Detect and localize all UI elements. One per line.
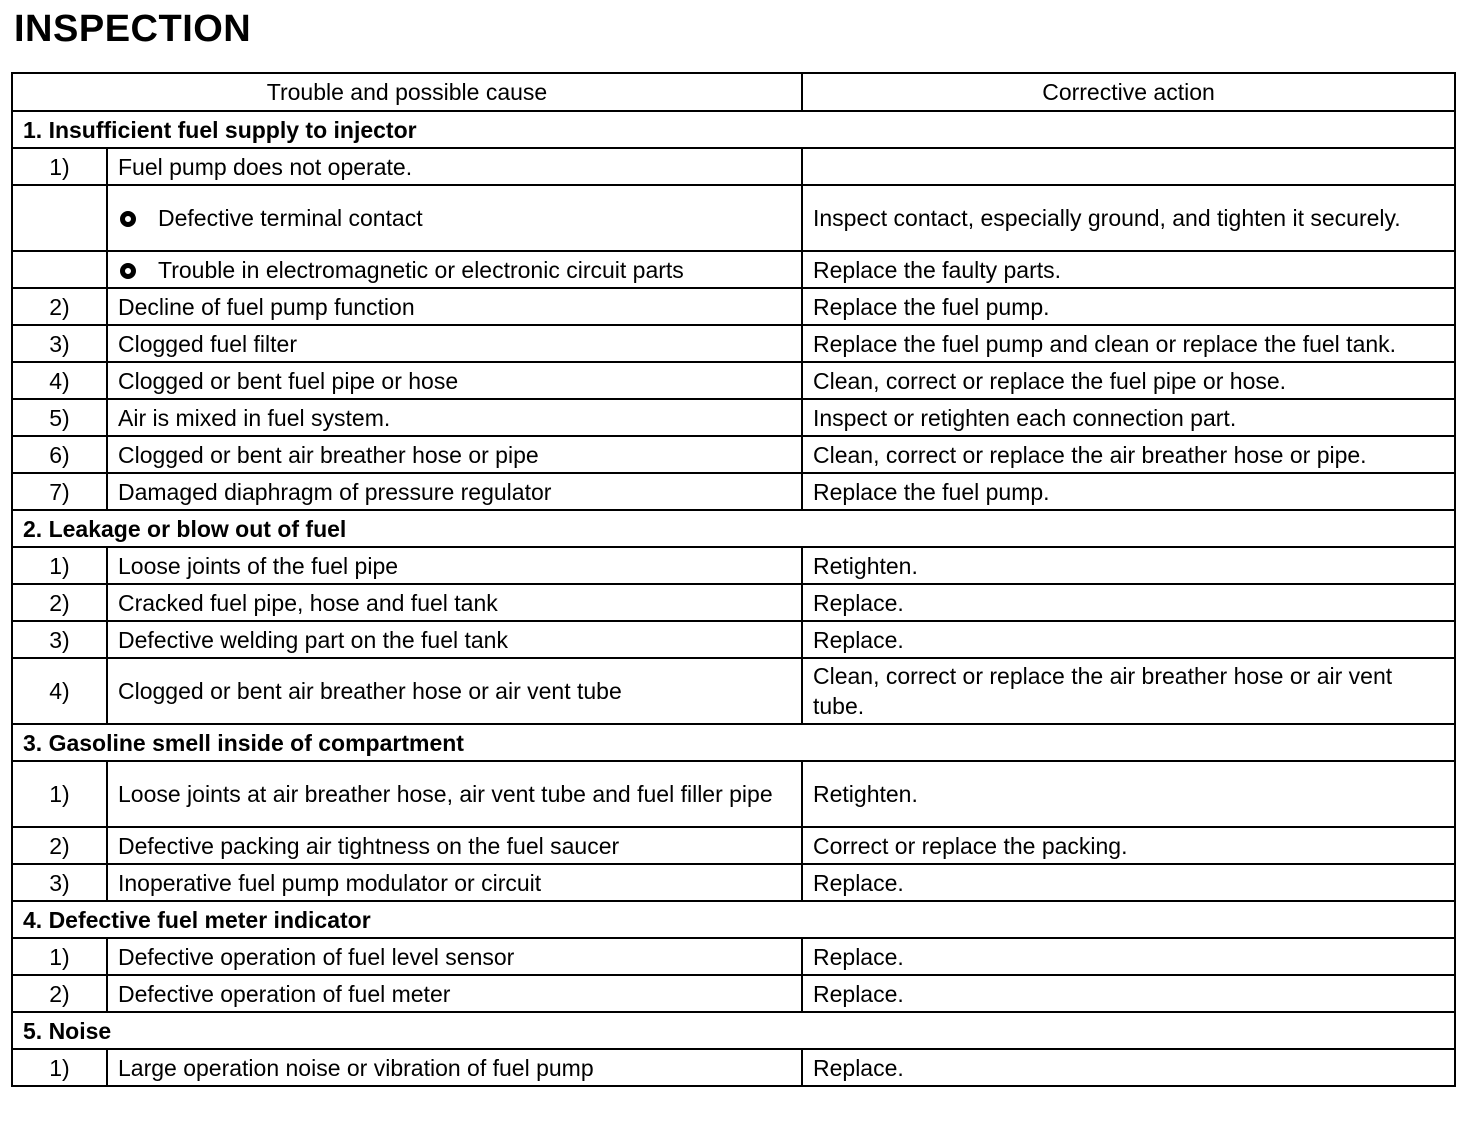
- table-row: [12, 185, 1455, 251]
- action-cell: Correct or replace the packing.: [802, 827, 1455, 864]
- cause-cell: [107, 288, 802, 325]
- row-number: 6): [12, 436, 107, 473]
- page-title: INSPECTION: [14, 8, 252, 50]
- table-row: [12, 473, 1455, 510]
- section-heading: 5. Noise: [12, 1012, 1455, 1049]
- table-row: [12, 288, 1455, 325]
- cause-cell: [107, 938, 802, 975]
- table-row: [12, 827, 1455, 864]
- action-cell: Inspect contact, especially ground, and tighten it securely.: [802, 185, 1455, 251]
- cause-cell: [107, 362, 802, 399]
- row-number: [12, 251, 107, 288]
- table-row: [12, 399, 1455, 436]
- circle-bullet-icon: [120, 211, 136, 227]
- table-row: [12, 325, 1455, 362]
- row-number: [12, 185, 107, 251]
- table-row: [12, 658, 1455, 724]
- cause-text: Clogged or bent fuel pipe or hose: [118, 367, 459, 394]
- cause-text: Clogged fuel filter: [118, 330, 297, 357]
- cause-cell: [107, 473, 802, 510]
- cause-cell: [107, 658, 802, 724]
- row-number: 2): [12, 584, 107, 621]
- row-number: 2): [12, 827, 107, 864]
- action-cell: Replace the fuel pump.: [802, 473, 1455, 510]
- row-number: 3): [12, 325, 107, 362]
- cause-cell: [107, 621, 802, 658]
- action-cell: Replace.: [802, 1049, 1455, 1086]
- table-header-row: [12, 73, 1455, 111]
- cause-text: Defective welding part on the fuel tank: [118, 626, 508, 653]
- row-number: 4): [12, 362, 107, 399]
- cause-cell: [107, 761, 802, 827]
- cause-text: Clogged or bent air breather hose or air vent tube: [118, 678, 622, 704]
- table-row: [12, 436, 1455, 473]
- action-cell: Replace.: [802, 584, 1455, 621]
- section-heading-row: [12, 510, 1455, 547]
- cause-cell: [107, 399, 802, 436]
- table-row: [12, 975, 1455, 1012]
- action-cell: Clean, correct or replace the air breather hose or air vent tube.: [802, 658, 1455, 724]
- action-cell: [802, 148, 1455, 185]
- cause-text: Defective operation of fuel meter: [118, 980, 451, 1007]
- inspection-table: [11, 72, 1456, 1087]
- cause-cell: [107, 436, 802, 473]
- cause-text: Defective packing air tightness on the fuel saucer: [118, 832, 620, 859]
- cause-text: Loose joints of the fuel pipe: [118, 552, 399, 579]
- row-number: 1): [12, 938, 107, 975]
- table-row: [12, 1049, 1455, 1086]
- row-number: 1): [12, 547, 107, 584]
- cause-cell: [107, 251, 802, 288]
- table-row: [12, 251, 1455, 288]
- cause-text: Defective terminal contact: [158, 205, 423, 231]
- cause-text: Trouble in electromagnetic or electronic circuit parts: [158, 256, 684, 283]
- action-cell: Replace.: [802, 864, 1455, 901]
- cause-cell: [107, 975, 802, 1012]
- table-row: [12, 362, 1455, 399]
- action-cell: Replace.: [802, 938, 1455, 975]
- cause-cell: [107, 827, 802, 864]
- section-heading-row: [12, 111, 1455, 148]
- cause-text: Large operation noise or vibration of fuel pump: [118, 1054, 594, 1081]
- row-number: 7): [12, 473, 107, 510]
- cause-cell: [107, 185, 802, 251]
- action-cell: Retighten.: [802, 547, 1455, 584]
- cause-text: Fuel pump does not operate.: [118, 153, 413, 180]
- header-action: Corrective action: [802, 73, 1455, 111]
- row-number: 5): [12, 399, 107, 436]
- row-number: 3): [12, 621, 107, 658]
- cause-text: Cracked fuel pipe, hose and fuel tank: [118, 589, 498, 616]
- cause-cell: [107, 325, 802, 362]
- table-row: [12, 547, 1455, 584]
- action-cell: Replace the faulty parts.: [802, 251, 1455, 288]
- table-body: [12, 111, 1455, 1086]
- section-heading: 1. Insufficient fuel supply to injector: [12, 111, 1455, 148]
- row-number: 2): [12, 975, 107, 1012]
- section-heading: 3. Gasoline smell inside of compartment: [12, 724, 1455, 761]
- header-cause: Trouble and possible cause: [12, 73, 802, 111]
- circle-bullet-icon: [120, 263, 136, 279]
- table-row: [12, 584, 1455, 621]
- cause-text: Defective operation of fuel level sensor: [118, 943, 515, 970]
- action-cell: Replace.: [802, 621, 1455, 658]
- section-heading-row: [12, 1012, 1455, 1049]
- cause-text: Inoperative fuel pump modulator or circuit: [118, 869, 542, 896]
- table-row: [12, 621, 1455, 658]
- cause-cell: [107, 148, 802, 185]
- action-cell: Replace the fuel pump.: [802, 288, 1455, 325]
- cause-text: Damaged diaphragm of pressure regulator: [118, 478, 552, 505]
- section-heading: 2. Leakage or blow out of fuel: [12, 510, 1455, 547]
- row-number: 1): [12, 761, 107, 827]
- action-cell: Replace.: [802, 975, 1455, 1012]
- section-heading-row: [12, 901, 1455, 938]
- table-row: [12, 761, 1455, 827]
- action-cell: Replace the fuel pump and clean or replace the fuel tank.: [802, 325, 1455, 362]
- cause-text: Loose joints at air breather hose, air vent tube and fuel filler pipe: [118, 781, 773, 807]
- table-row: [12, 148, 1455, 185]
- cause-text: Decline of fuel pump function: [118, 293, 415, 320]
- row-number: 4): [12, 658, 107, 724]
- table-row: [12, 938, 1455, 975]
- table-row: [12, 864, 1455, 901]
- cause-text: Air is mixed in fuel system.: [118, 404, 391, 431]
- row-number: 1): [12, 1049, 107, 1086]
- cause-cell: [107, 1049, 802, 1086]
- action-cell: Inspect or retighten each connection part.: [802, 399, 1455, 436]
- section-heading: 4. Defective fuel meter indicator: [12, 901, 1455, 938]
- cause-cell: [107, 547, 802, 584]
- row-number: 3): [12, 864, 107, 901]
- action-cell: Retighten.: [802, 761, 1455, 827]
- action-cell: Clean, correct or replace the fuel pipe or hose.: [802, 362, 1455, 399]
- action-cell: Clean, correct or replace the air breather hose or pipe.: [802, 436, 1455, 473]
- section-heading-row: [12, 724, 1455, 761]
- cause-text: Clogged or bent air breather hose or pipe: [118, 441, 539, 468]
- cause-cell: [107, 584, 802, 621]
- cause-cell: [107, 864, 802, 901]
- row-number: 1): [12, 148, 107, 185]
- row-number: 2): [12, 288, 107, 325]
